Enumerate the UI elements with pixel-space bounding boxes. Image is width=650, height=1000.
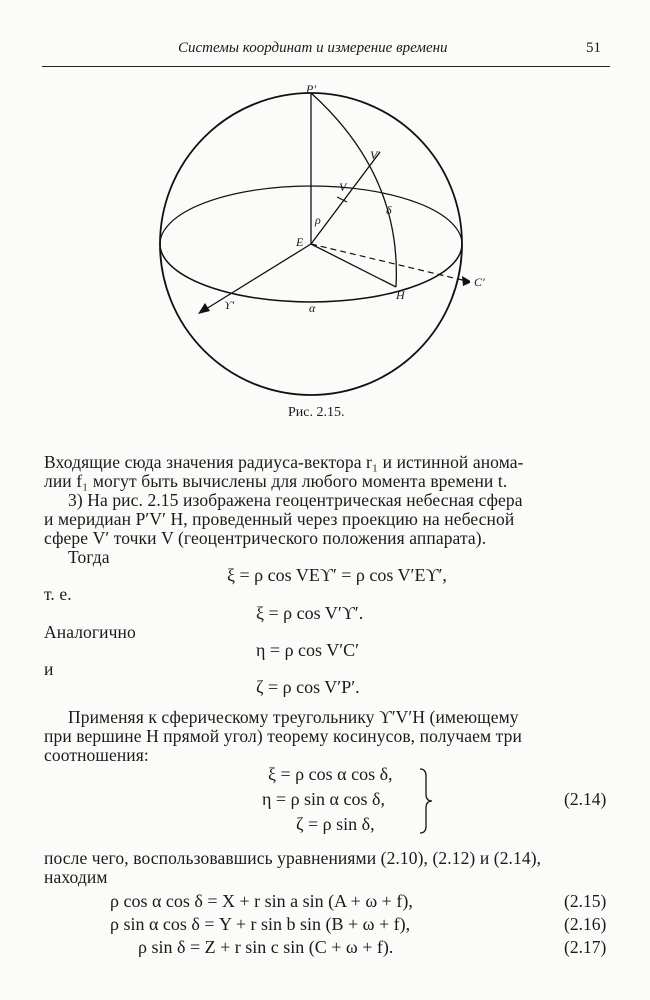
equator-front [160, 244, 462, 302]
running-header-title: Системы координат и измерение времени [178, 40, 448, 56]
equation-number-2-14: (2.14) [564, 789, 607, 809]
equation-number-2-17: (2.17) [564, 937, 607, 957]
arrow-c [462, 276, 470, 286]
label-alpha: α [309, 301, 316, 315]
line-eh [311, 244, 396, 287]
equation-2-17: ρ sin δ = Z + r sin c sin (C + ω + f). [138, 937, 394, 957]
equation-number-2-16: (2.16) [564, 914, 607, 934]
para2-line2: и меридиан P′V′ H, проведенный через проекцию на небесной [44, 509, 515, 529]
para1-line2: лии f₁ могут быть вычислены для любого момента времени t. [44, 471, 508, 491]
equation-eta: η = ρ cos V′C′ [256, 640, 360, 660]
system-brace [418, 768, 434, 834]
label-rho: ρ [315, 213, 321, 227]
label-delta: δ [386, 203, 392, 217]
word-i: и [44, 659, 54, 679]
line-ec-dashed [311, 244, 458, 279]
line-ev [311, 152, 380, 244]
meridian-pvh [311, 93, 396, 287]
equation-number-2-15: (2.15) [564, 891, 607, 911]
label-e: E [296, 235, 304, 249]
equation-xi-1: ξ = ρ cos VEϒ′ = ρ cos V′Eϒ′, [227, 565, 447, 585]
page-number: 51 [586, 40, 601, 56]
para1-line1: Входящие сюда значения радиуса-вектора r₁ и истинной анома- [44, 452, 524, 472]
label-v: V [339, 180, 347, 194]
word-te: т. е. [44, 584, 72, 604]
figure-caption: Рис. 2.15. [288, 405, 345, 420]
system-eq-eta: η = ρ sin α cos δ, [262, 789, 385, 809]
system-eq-xi: ξ = ρ cos α cos δ, [268, 764, 393, 784]
equation-2-15: ρ cos α cos δ = X + r sin a sin (A + ω + f), [110, 891, 413, 911]
label-aries-prime: ϒ' [224, 298, 235, 312]
label-p-prime: P' [306, 82, 316, 96]
para4-line1: после чего, воспользовавшись уравнениями (2.10), (2.12) и (2.14), [44, 848, 542, 868]
para2-line3: сфере V′ точки V (геоцентрического положения аппарата). [44, 528, 487, 548]
label-c-prime: C' [474, 275, 485, 289]
system-eq-zeta: ζ = ρ sin δ, [296, 814, 375, 834]
equation-xi-2: ξ = ρ cos V′ϒ′. [256, 603, 364, 623]
header-rule [42, 66, 610, 67]
para3-line1: Применяя к сферическому треугольнику ϒ′V′H (имеющему [68, 707, 519, 727]
label-v-prime: V' [370, 148, 380, 162]
para3-line2: при вершине H прямой угол) теорему косинусов, получаем три [44, 726, 522, 746]
celestial-sphere-figure [150, 78, 470, 408]
label-h: H [396, 288, 405, 302]
word-togda: Тогда [68, 547, 110, 567]
equation-zeta: ζ = ρ cos V′P′. [256, 677, 360, 697]
arrow-aries [198, 303, 210, 314]
word-analogichno: Аналогично [44, 622, 136, 642]
para4-line2: находим [44, 867, 108, 887]
para3-line3: соотношения: [44, 745, 149, 765]
equation-2-16: ρ sin α cos δ = Y + r sin b sin (B + ω + f), [110, 914, 411, 934]
para2-line1: 3) На рис. 2.15 изображена геоцентрическая небесная сфера [68, 490, 523, 510]
